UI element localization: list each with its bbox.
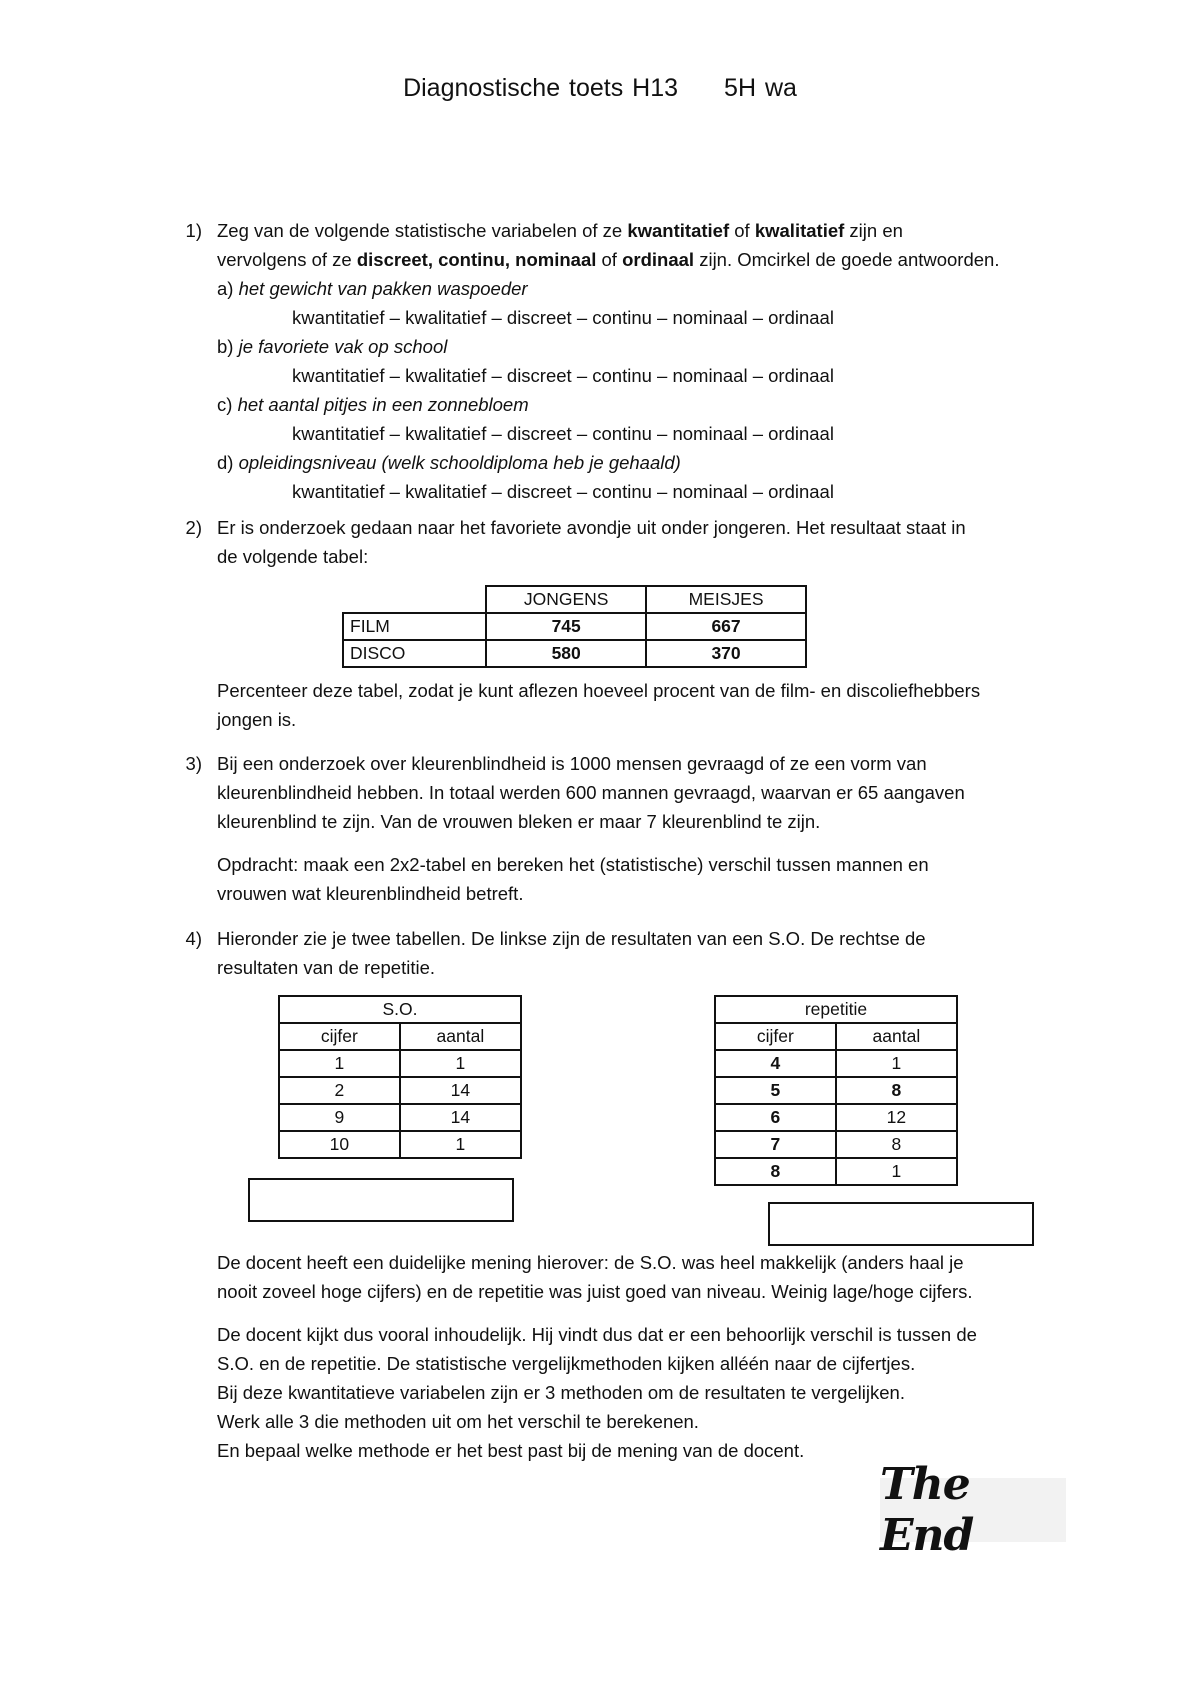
table-cell: 10 (279, 1131, 400, 1158)
table-row (343, 613, 806, 640)
q3-line-1: Bij een onderzoek over kleurenblindheid is 1000 mensen gevraagd of ze een vorm van (217, 753, 927, 774)
the-end-logo: The End (880, 1478, 1066, 1542)
q3-line-3: kleurenblind te zijn. Van de vrouwen bleken er maar 7 kleurenblind te zijn. (217, 811, 821, 832)
avondje-uit-table (342, 585, 807, 668)
q4-paragraph-1-line-1: De docent heeft een duidelijke mening hierover: de S.O. was heel makkelijk (anders haal je (217, 1252, 964, 1273)
table-row (279, 996, 521, 1023)
table-title: S.O. (279, 996, 521, 1023)
q4-paragraph-2-line-1: De docent kijkt dus vooral inhoudelijk. Hij vindt dus dat er een behoorlijk verschil is tussen de (217, 1324, 977, 1345)
so-answer-box[interactable] (248, 1178, 514, 1222)
table-title: repetitie (715, 996, 957, 1023)
table-cell: 1 (400, 1131, 521, 1158)
q4-paragraph-1-line-2: nooit zoveel hoge cijfers) en de repetitie was juist goed van niveau. Weinig lage/hoge cijfers. (217, 1281, 973, 1302)
table-row (715, 1158, 957, 1185)
table-cell: 1 (836, 1158, 957, 1185)
q1-item-b: b) je favoriete vak op school (217, 336, 448, 357)
table-cell: 5 (715, 1077, 836, 1104)
title-left: Diagnostische toets H13 (403, 74, 679, 102)
column-header: MEISJES (646, 586, 806, 613)
table-cell: 667 (646, 613, 806, 640)
q2-after-2: jongen is. (217, 709, 297, 730)
table-cell: 8 (715, 1158, 836, 1185)
table-row (279, 1077, 521, 1104)
table-row (279, 1131, 521, 1158)
q1-options-b[interactable]: kwantitatief – kwalitatief – discreet – continu – nominaal – ordinaal (292, 365, 834, 386)
table-cell: 745 (486, 613, 646, 640)
table-cell: 1 (279, 1050, 400, 1077)
q1-options-a[interactable]: kwantitatief – kwalitatief – discreet – continu – nominaal – ordinaal (292, 307, 834, 328)
question-number: 1) (185, 220, 202, 241)
question-number: 4) (185, 928, 202, 949)
table-row (715, 1131, 957, 1158)
table-row (715, 1050, 957, 1077)
q4-paragraph-2-line-3: Bij deze kwantitatieve variabelen zijn er 3 methoden om de resultaten te vergelijken. (217, 1382, 905, 1403)
column-header: cijfer (279, 1023, 400, 1050)
table-cell: 1 (836, 1050, 957, 1077)
repetitie-answer-box[interactable] (768, 1202, 1034, 1246)
table-cell: 8 (836, 1131, 957, 1158)
column-header: aantal (836, 1023, 957, 1050)
table-cell: 14 (400, 1077, 521, 1104)
table-cell: 1 (400, 1050, 521, 1077)
table-cell: 2 (279, 1077, 400, 1104)
q1-line-2: vervolgens of ze discreet, continu, nominaal of ordinaal zijn. Omcirkel de goede antwoorden. (217, 249, 1000, 270)
repetitie-table (714, 995, 958, 1186)
q3-task-1: Opdracht: maak een 2x2-tabel en bereken het (statistische) verschil tussen mannen en (217, 854, 929, 875)
q4-paragraph-2-line-5: En bepaal welke methode er het best past bij de mening van de docent. (217, 1440, 805, 1461)
q4-line-1: Hieronder zie je twee tabellen. De linkse zijn de resultaten van een S.O. De rechtse de (217, 928, 926, 949)
so-table (278, 995, 522, 1159)
table-row (715, 1023, 957, 1050)
q3-line-2: kleurenblindheid hebben. In totaal werden 600 mannen gevraagd, waarvan er 65 aangaven (217, 782, 965, 803)
table-cell: 14 (400, 1104, 521, 1131)
q2-after-1: Percenteer deze tabel, zodat je kunt aflezen hoeveel procent van de film- en discoliefhebbers (217, 680, 981, 701)
table-cell: 4 (715, 1050, 836, 1077)
table-row (715, 996, 957, 1023)
table-cell: 12 (836, 1104, 957, 1131)
column-header: cijfer (715, 1023, 836, 1050)
q2-line-2: de volgende tabel: (217, 546, 369, 567)
table-row (279, 1050, 521, 1077)
q3-task-2: vrouwen wat kleurenblindheid betreft. (217, 883, 524, 904)
q1-line-1: Zeg van de volgende statistische variabelen of ze kwantitatief of kwalitatief zijn en (217, 220, 903, 241)
row-label: DISCO (343, 640, 486, 667)
table-row (715, 1104, 957, 1131)
q1-item-a: a) het gewicht van pakken waspoeder (217, 278, 528, 299)
row-label: FILM (343, 613, 486, 640)
table-cell: 7 (715, 1131, 836, 1158)
table-cell: 8 (836, 1077, 957, 1104)
table-cell: 370 (646, 640, 806, 667)
q4-paragraph-2-line-2: S.O. en de repetitie. De statistische vergelijkmethoden kijken alléén naar de cijfertjes. (217, 1353, 916, 1374)
table-row (343, 586, 806, 613)
table-cell: 6 (715, 1104, 836, 1131)
q1-item-c: c) het aantal pitjes in een zonnebloem (217, 394, 529, 415)
question-number: 2) (185, 517, 202, 538)
q4-line-2: resultaten van de repetitie. (217, 957, 436, 978)
q2-line-1: Er is onderzoek gedaan naar het favoriete avondje uit onder jongeren. Het resultaat staat in (217, 517, 966, 538)
column-header: aantal (400, 1023, 521, 1050)
q1-options-d[interactable]: kwantitatief – kwalitatief – discreet – continu – nominaal – ordinaal (292, 481, 834, 502)
table-cell: 9 (279, 1104, 400, 1131)
table-row (279, 1104, 521, 1131)
q1-options-c[interactable]: kwantitatief – kwalitatief – discreet – continu – nominaal – ordinaal (292, 423, 834, 444)
q1-item-d: d) opleidingsniveau (welk schooldiploma heb je gehaald) (217, 452, 681, 473)
q4-paragraph-2-line-4: Werk alle 3 die methoden uit om het verschil te berekenen. (217, 1411, 699, 1432)
table-row (343, 640, 806, 667)
page-title (0, 74, 1200, 103)
question-number: 3) (185, 753, 202, 774)
column-header: JONGENS (486, 586, 646, 613)
table-row (279, 1023, 521, 1050)
table-row (715, 1077, 957, 1104)
table-cell: 580 (486, 640, 646, 667)
title-right: 5H wa (724, 74, 797, 102)
